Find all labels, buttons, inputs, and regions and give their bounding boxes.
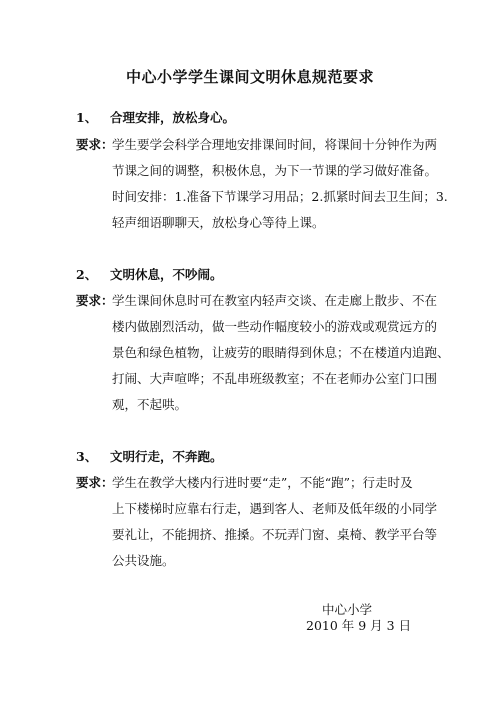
paragraph-line: 上下楼梯时应靠右行走，遇到客人、老师及低年级的小同学 (112, 501, 438, 516)
requirement-label: 要求： (76, 137, 114, 152)
paragraph-line: 节课之间的调整，积极休息，为下一节课的学习做好准备。 (112, 163, 438, 178)
section-number: 2、 (76, 267, 98, 282)
paragraph-line: 时间安排：1.准备下节课学习用品；2.抓紧时间去卫生间；3. (112, 189, 448, 204)
paragraph-line: 打闹、大声喧哗；不乱串班级教室；不在老师办公室门口围 (112, 371, 438, 386)
paragraph-line: 学生课间休息时可在教室内轻声交谈、在走廊上散步、不在 (112, 293, 438, 308)
signature-date: 2010 年 9 月 3 日 (306, 618, 412, 633)
section-title: 合理安排，放松身心。 (110, 110, 236, 125)
requirement-label: 要求： (76, 475, 114, 490)
paragraph-line: 学生在教学大楼内行进时要“走”，不能“跑”；行走时及 (112, 475, 413, 490)
paragraph-line: 要礼让，不能拥挤、推搡。不玩弄门窗、桌椅、教学平台等 (112, 527, 438, 542)
paragraph-line: 楼内做剧烈活动，做一些动作幅度较小的游戏或观赏远方的 (112, 319, 438, 334)
paragraph-line: 学生要学会科学合理地安排课间时间，将课间十分钟作为两 (112, 137, 438, 152)
section-heading-2 (76, 265, 223, 283)
section-title: 文明行走，不奔跑。 (110, 449, 223, 464)
paragraph-line: 观，不起哄。 (112, 397, 188, 412)
section-title: 文明休息，不吵闹。 (110, 267, 223, 282)
section-heading-1 (76, 108, 235, 126)
paragraph-line: 公共设施。 (112, 553, 175, 568)
section-number: 3、 (76, 449, 98, 464)
requirement-label: 要求： (76, 293, 114, 308)
signature-org: 中心小学 (322, 602, 373, 617)
section-heading-3 (76, 447, 223, 465)
paragraph-line: 轻声细语聊聊天，放松身心等待上课。 (112, 215, 325, 230)
document-title: 中心小学学生课间文明休息规范要求 (125, 68, 374, 86)
paragraph-line: 景色和绿色植物，让疲劳的眼睛得到休息；不在楼道内追跑、 (112, 345, 450, 360)
section-number: 1、 (76, 110, 98, 125)
